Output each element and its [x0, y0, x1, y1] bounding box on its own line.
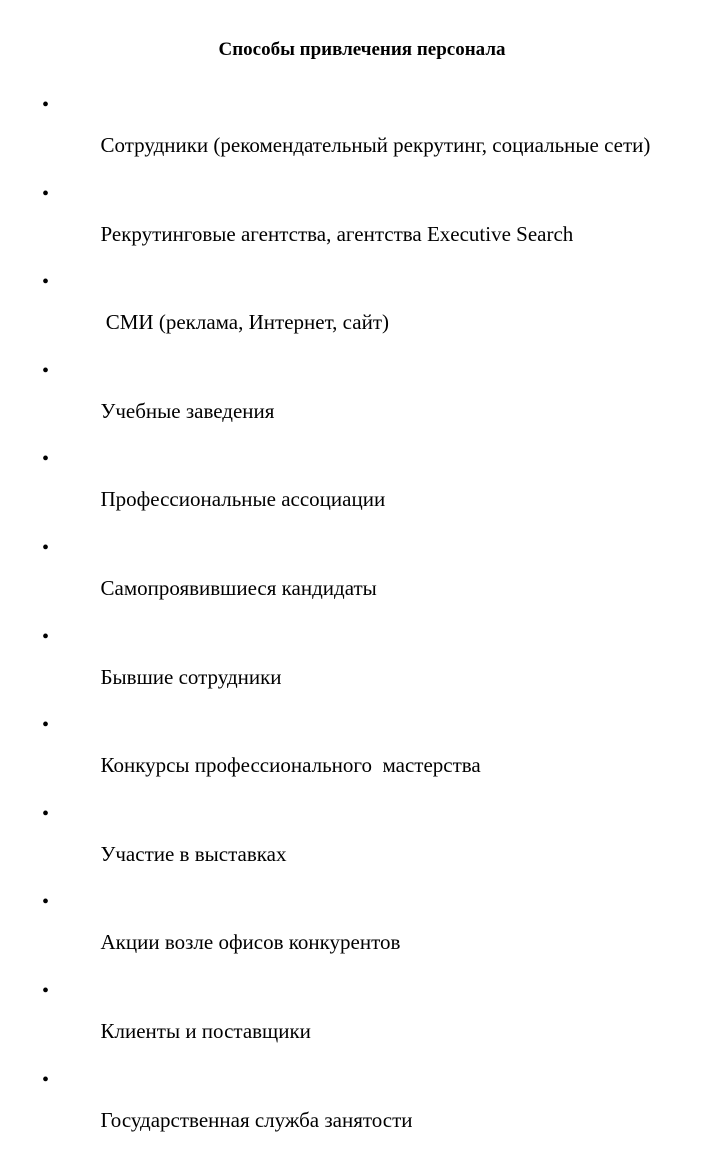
bullet-icon: •: [42, 714, 50, 737]
bullet-icon: •: [42, 979, 50, 1002]
list-item-text: Государственная служба занятости: [100, 1107, 413, 1132]
bullet-icon: •: [42, 359, 50, 382]
bullet-icon: •: [42, 536, 50, 559]
list-item-text: Бывшие сотрудники: [100, 664, 282, 689]
list-item: [42, 184, 672, 264]
list-item: [42, 627, 672, 707]
list-item-text: Клиенты и поставщики: [100, 1018, 311, 1043]
bullet-icon: •: [42, 271, 50, 294]
slide-title: Способы привлечения персонала: [218, 39, 506, 60]
bullet-icon: •: [42, 1068, 50, 1091]
bullet-icon: •: [42, 94, 50, 116]
list-item: [42, 892, 672, 972]
list-item: [42, 361, 672, 441]
list-item-text: Профессиональные ассоциации: [100, 487, 386, 512]
list-item-text: СМИ (реклама, Интернет, сайт): [100, 310, 389, 335]
bullet-list: [42, 95, 672, 1158]
list-item: [42, 981, 672, 1061]
bullet-icon: •: [42, 625, 50, 648]
list-item-text: Рекрутинговые агентства, агентства Executive Search: [100, 221, 574, 246]
list-item: [42, 95, 672, 175]
bullet-icon: •: [42, 802, 50, 825]
list-item: [42, 715, 672, 795]
bullet-icon: •: [42, 182, 50, 205]
list-item: [42, 804, 672, 884]
list-item: [42, 272, 672, 352]
bullet-icon: •: [42, 448, 50, 471]
list-item: [42, 449, 672, 529]
list-item-text: Сотрудники (рекомендательный рекрутинг, социальные сети): [100, 133, 651, 157]
list-item-text: Участие в выставках: [100, 841, 287, 866]
list-item-text: Самопроявившиеся кандидаты: [100, 575, 377, 600]
list-item-text: Учебные заведения: [100, 398, 275, 423]
list-item: [42, 1070, 672, 1150]
bullet-icon: •: [42, 891, 50, 914]
list-item-text: Акции возле офисов конкурентов: [100, 930, 401, 955]
list-item-text: Конкурсы профессионального мастерства: [100, 753, 481, 778]
list-item: [42, 538, 672, 618]
